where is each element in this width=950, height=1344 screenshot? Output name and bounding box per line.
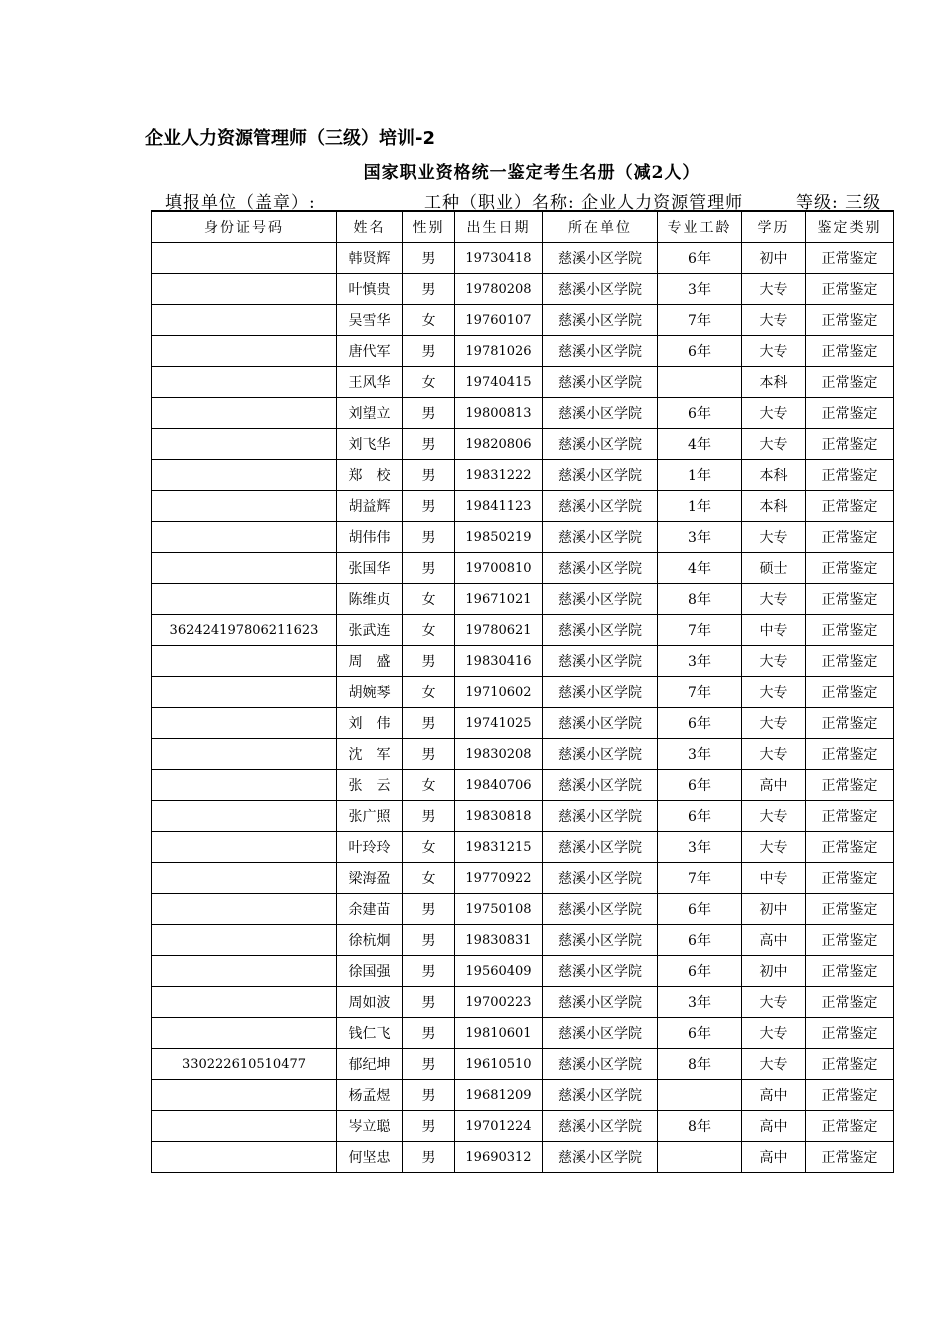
table-row	[152, 925, 894, 956]
appraisal-type-cell: 正常鉴定	[806, 708, 894, 739]
id-number-cell	[152, 894, 337, 925]
work-years-cell: 8年	[658, 1111, 742, 1142]
table-row	[152, 832, 894, 863]
table-row	[152, 460, 894, 491]
name-cell: 刘 伟	[337, 708, 403, 739]
birth-date-cell: 19820806	[455, 429, 543, 460]
unit-cell: 慈溪小区学院	[543, 894, 658, 925]
appraisal-type-cell: 正常鉴定	[806, 1080, 894, 1111]
education-cell: 本科	[742, 460, 806, 491]
name-cell: 叶慎贵	[337, 274, 403, 305]
table-row	[152, 243, 894, 274]
unit-cell: 慈溪小区学院	[543, 1018, 658, 1049]
name-cell: 徐国强	[337, 956, 403, 987]
id-number-cell	[152, 646, 337, 677]
id-number-cell	[152, 1080, 337, 1111]
gender-cell: 男	[403, 801, 455, 832]
work-years-cell: 3年	[658, 832, 742, 863]
gender-cell: 男	[403, 1049, 455, 1080]
birth-date-cell: 19760107	[455, 305, 543, 336]
document-title: 企业人力资源管理师（三级）培训-2	[145, 128, 435, 149]
birth-date-cell: 19710602	[455, 677, 543, 708]
level-label: 等级: 三级	[796, 193, 882, 213]
header-gender: 性别	[403, 211, 455, 243]
trade-label: 工种（职业）名称: 企业人力资源管理师	[424, 193, 744, 213]
gender-cell: 男	[403, 739, 455, 770]
birth-date-cell: 19700223	[455, 987, 543, 1018]
gender-cell: 女	[403, 832, 455, 863]
unit-cell: 慈溪小区学院	[543, 1111, 658, 1142]
gender-cell: 女	[403, 305, 455, 336]
table-row	[152, 894, 894, 925]
header-unit: 所在单位	[543, 211, 658, 243]
education-cell: 高中	[742, 925, 806, 956]
name-cell: 张国华	[337, 553, 403, 584]
education-cell: 大专	[742, 801, 806, 832]
table-row	[152, 336, 894, 367]
unit-cell: 慈溪小区学院	[543, 956, 658, 987]
name-cell: 叶玲玲	[337, 832, 403, 863]
education-cell: 高中	[742, 1080, 806, 1111]
unit-cell: 慈溪小区学院	[543, 367, 658, 398]
work-years-cell: 3年	[658, 274, 742, 305]
appraisal-type-cell: 正常鉴定	[806, 677, 894, 708]
unit-cell: 慈溪小区学院	[543, 553, 658, 584]
gender-cell: 男	[403, 1142, 455, 1173]
id-number-cell	[152, 832, 337, 863]
table-row	[152, 429, 894, 460]
unit-cell: 慈溪小区学院	[543, 863, 658, 894]
id-number-cell	[152, 708, 337, 739]
education-cell: 大专	[742, 305, 806, 336]
id-number-cell	[152, 553, 337, 584]
table-row	[152, 1142, 894, 1173]
id-number-cell	[152, 584, 337, 615]
education-cell: 大专	[742, 708, 806, 739]
unit-cell: 慈溪小区学院	[543, 708, 658, 739]
table-row	[152, 274, 894, 305]
work-years-cell: 6年	[658, 708, 742, 739]
education-cell: 大专	[742, 584, 806, 615]
work-years-cell: 6年	[658, 801, 742, 832]
education-cell: 初中	[742, 956, 806, 987]
gender-cell: 女	[403, 367, 455, 398]
appraisal-type-cell: 正常鉴定	[806, 1049, 894, 1080]
table-row	[152, 367, 894, 398]
work-years-cell: 3年	[658, 739, 742, 770]
name-cell: 刘飞华	[337, 429, 403, 460]
gender-cell: 男	[403, 491, 455, 522]
work-years-cell: 7年	[658, 305, 742, 336]
work-years-cell: 7年	[658, 615, 742, 646]
gender-cell: 男	[403, 708, 455, 739]
work-years-cell: 8年	[658, 1049, 742, 1080]
id-number-cell	[152, 274, 337, 305]
table-row	[152, 553, 894, 584]
table-body	[152, 243, 894, 1173]
gender-cell: 男	[403, 956, 455, 987]
gender-cell: 男	[403, 646, 455, 677]
work-years-cell	[658, 1142, 742, 1173]
name-cell: 郁纪坤	[337, 1049, 403, 1080]
education-cell: 大专	[742, 739, 806, 770]
table-row	[152, 677, 894, 708]
table-row	[152, 584, 894, 615]
work-years-cell: 3年	[658, 522, 742, 553]
birth-date-cell: 19671021	[455, 584, 543, 615]
gender-cell: 男	[403, 1080, 455, 1111]
education-cell: 高中	[742, 1142, 806, 1173]
birth-date-cell: 19701224	[455, 1111, 543, 1142]
table-row	[152, 522, 894, 553]
education-cell: 本科	[742, 491, 806, 522]
birth-date-cell: 19830831	[455, 925, 543, 956]
table-row	[152, 305, 894, 336]
work-years-cell: 6年	[658, 243, 742, 274]
name-cell: 周如波	[337, 987, 403, 1018]
table-header-row	[152, 211, 894, 243]
table-row	[152, 1080, 894, 1111]
name-cell: 吴雪华	[337, 305, 403, 336]
birth-date-cell: 19800813	[455, 398, 543, 429]
unit-cell: 慈溪小区学院	[543, 429, 658, 460]
id-number-cell	[152, 243, 337, 274]
unit-cell: 慈溪小区学院	[543, 274, 658, 305]
birth-date-cell: 19560409	[455, 956, 543, 987]
id-number-cell	[152, 491, 337, 522]
work-years-cell: 6年	[658, 956, 742, 987]
appraisal-type-cell: 正常鉴定	[806, 894, 894, 925]
table-row	[152, 863, 894, 894]
education-cell: 高中	[742, 770, 806, 801]
education-cell: 大专	[742, 1018, 806, 1049]
work-years-cell: 8年	[658, 584, 742, 615]
education-cell: 大专	[742, 522, 806, 553]
gender-cell: 男	[403, 336, 455, 367]
work-years-cell: 6年	[658, 1018, 742, 1049]
table-row	[152, 770, 894, 801]
gender-cell: 女	[403, 615, 455, 646]
education-cell: 大专	[742, 274, 806, 305]
id-number-cell	[152, 987, 337, 1018]
education-cell: 初中	[742, 243, 806, 274]
education-cell: 大专	[742, 646, 806, 677]
birth-date-cell: 19700810	[455, 553, 543, 584]
name-cell: 杨孟煜	[337, 1080, 403, 1111]
table-row	[152, 739, 894, 770]
birth-date-cell: 19740415	[455, 367, 543, 398]
work-years-cell: 4年	[658, 429, 742, 460]
gender-cell: 女	[403, 863, 455, 894]
birth-date-cell: 19690312	[455, 1142, 543, 1173]
birth-date-cell: 19741025	[455, 708, 543, 739]
work-years-cell	[658, 367, 742, 398]
id-number-cell: 362424197806211623	[152, 615, 337, 646]
birth-date-cell: 19781026	[455, 336, 543, 367]
id-number-cell	[152, 522, 337, 553]
table-row	[152, 708, 894, 739]
id-number-cell: 330222610510477	[152, 1049, 337, 1080]
name-cell: 张广照	[337, 801, 403, 832]
work-years-cell: 6年	[658, 398, 742, 429]
table-row	[152, 615, 894, 646]
appraisal-type-cell: 正常鉴定	[806, 615, 894, 646]
table-row	[152, 646, 894, 677]
gender-cell: 男	[403, 1111, 455, 1142]
gender-cell: 男	[403, 398, 455, 429]
appraisal-type-cell: 正常鉴定	[806, 429, 894, 460]
appraisal-type-cell: 正常鉴定	[806, 925, 894, 956]
gender-cell: 男	[403, 274, 455, 305]
work-years-cell	[658, 1080, 742, 1111]
id-number-cell	[152, 739, 337, 770]
gender-cell: 女	[403, 770, 455, 801]
birth-date-cell: 19750108	[455, 894, 543, 925]
appraisal-type-cell: 正常鉴定	[806, 336, 894, 367]
name-cell: 钱仁飞	[337, 1018, 403, 1049]
appraisal-type-cell: 正常鉴定	[806, 367, 894, 398]
appraisal-type-cell: 正常鉴定	[806, 646, 894, 677]
id-number-cell	[152, 677, 337, 708]
id-number-cell	[152, 429, 337, 460]
education-cell: 大专	[742, 429, 806, 460]
appraisal-type-cell: 正常鉴定	[806, 305, 894, 336]
header-name: 姓名	[337, 211, 403, 243]
work-years-cell: 6年	[658, 770, 742, 801]
appraisal-type-cell: 正常鉴定	[806, 1142, 894, 1173]
id-number-cell	[152, 801, 337, 832]
work-years-cell: 4年	[658, 553, 742, 584]
gender-cell: 男	[403, 243, 455, 274]
birth-date-cell: 19831215	[455, 832, 543, 863]
id-number-cell	[152, 398, 337, 429]
name-cell: 徐杭炯	[337, 925, 403, 956]
unit-cell: 慈溪小区学院	[543, 398, 658, 429]
birth-date-cell: 19770922	[455, 863, 543, 894]
education-cell: 大专	[742, 832, 806, 863]
birth-date-cell: 19810601	[455, 1018, 543, 1049]
appraisal-type-cell: 正常鉴定	[806, 987, 894, 1018]
birth-date-cell: 19780208	[455, 274, 543, 305]
birth-date-cell: 19610510	[455, 1049, 543, 1080]
table-row	[152, 398, 894, 429]
id-number-cell	[152, 863, 337, 894]
gender-cell: 男	[403, 553, 455, 584]
appraisal-type-cell: 正常鉴定	[806, 863, 894, 894]
appraisal-type-cell: 正常鉴定	[806, 770, 894, 801]
appraisal-type-cell: 正常鉴定	[806, 398, 894, 429]
appraisal-type-cell: 正常鉴定	[806, 739, 894, 770]
name-cell: 胡伟伟	[337, 522, 403, 553]
id-number-cell	[152, 367, 337, 398]
appraisal-type-cell: 正常鉴定	[806, 491, 894, 522]
education-cell: 大专	[742, 677, 806, 708]
work-years-cell: 6年	[658, 336, 742, 367]
unit-cell: 慈溪小区学院	[543, 832, 658, 863]
appraisal-type-cell: 正常鉴定	[806, 553, 894, 584]
unit-cell: 慈溪小区学院	[543, 243, 658, 274]
work-years-cell: 7年	[658, 863, 742, 894]
appraisal-type-cell: 正常鉴定	[806, 460, 894, 491]
gender-cell: 男	[403, 987, 455, 1018]
unit-cell: 慈溪小区学院	[543, 491, 658, 522]
unit-cell: 慈溪小区学院	[543, 460, 658, 491]
unit-cell: 慈溪小区学院	[543, 801, 658, 832]
education-cell: 硕士	[742, 553, 806, 584]
unit-cell: 慈溪小区学院	[543, 615, 658, 646]
work-years-cell: 1年	[658, 460, 742, 491]
appraisal-type-cell: 正常鉴定	[806, 956, 894, 987]
education-cell: 大专	[742, 1049, 806, 1080]
name-cell: 陈维贞	[337, 584, 403, 615]
table-row	[152, 1018, 894, 1049]
name-cell: 沈 军	[337, 739, 403, 770]
id-number-cell	[152, 956, 337, 987]
appraisal-type-cell: 正常鉴定	[806, 1018, 894, 1049]
education-cell: 大专	[742, 336, 806, 367]
appraisal-type-cell: 正常鉴定	[806, 584, 894, 615]
unit-cell: 慈溪小区学院	[543, 1049, 658, 1080]
appraisal-type-cell: 正常鉴定	[806, 832, 894, 863]
unit-cell: 慈溪小区学院	[543, 987, 658, 1018]
table-row	[152, 1111, 894, 1142]
gender-cell: 男	[403, 1018, 455, 1049]
name-cell: 岑立聪	[337, 1111, 403, 1142]
table-row	[152, 987, 894, 1018]
name-cell: 余建苗	[337, 894, 403, 925]
id-number-cell	[152, 1142, 337, 1173]
birth-date-cell: 19681209	[455, 1080, 543, 1111]
name-cell: 王风华	[337, 367, 403, 398]
name-cell: 韩贤辉	[337, 243, 403, 274]
name-cell: 张 云	[337, 770, 403, 801]
id-number-cell	[152, 1018, 337, 1049]
work-years-cell: 1年	[658, 491, 742, 522]
name-cell: 胡益辉	[337, 491, 403, 522]
appraisal-type-cell: 正常鉴定	[806, 522, 894, 553]
education-cell: 本科	[742, 367, 806, 398]
header-birth-date: 出生日期	[455, 211, 543, 243]
gender-cell: 男	[403, 925, 455, 956]
education-cell: 中专	[742, 863, 806, 894]
unit-cell: 慈溪小区学院	[543, 925, 658, 956]
header-appraisal-type: 鉴定类别	[806, 211, 894, 243]
gender-cell: 男	[403, 522, 455, 553]
table-row	[152, 801, 894, 832]
unit-cell: 慈溪小区学院	[543, 305, 658, 336]
name-cell: 唐代军	[337, 336, 403, 367]
unit-cell: 慈溪小区学院	[543, 646, 658, 677]
education-cell: 大专	[742, 987, 806, 1018]
unit-cell: 慈溪小区学院	[543, 584, 658, 615]
education-cell: 初中	[742, 894, 806, 925]
gender-cell: 男	[403, 429, 455, 460]
unit-cell: 慈溪小区学院	[543, 1142, 658, 1173]
gender-cell: 女	[403, 677, 455, 708]
education-cell: 中专	[742, 615, 806, 646]
fill-unit-label: 填报单位（盖章）:	[165, 193, 316, 213]
work-years-cell: 7年	[658, 677, 742, 708]
name-cell: 周 盛	[337, 646, 403, 677]
work-years-cell: 6年	[658, 894, 742, 925]
header-id-number: 身份证号码	[152, 211, 337, 243]
id-number-cell	[152, 460, 337, 491]
gender-cell: 女	[403, 584, 455, 615]
birth-date-cell: 19730418	[455, 243, 543, 274]
work-years-cell: 6年	[658, 925, 742, 956]
birth-date-cell: 19831222	[455, 460, 543, 491]
name-cell: 何坚忠	[337, 1142, 403, 1173]
name-cell: 胡婉琴	[337, 677, 403, 708]
birth-date-cell: 19840706	[455, 770, 543, 801]
work-years-cell: 3年	[658, 646, 742, 677]
unit-cell: 慈溪小区学院	[543, 770, 658, 801]
name-cell: 张武连	[337, 615, 403, 646]
unit-cell: 慈溪小区学院	[543, 336, 658, 367]
gender-cell: 男	[403, 460, 455, 491]
birth-date-cell: 19780621	[455, 615, 543, 646]
header-work-years: 专业工龄	[658, 211, 742, 243]
education-cell: 大专	[742, 398, 806, 429]
header-education: 学历	[742, 211, 806, 243]
table-row	[152, 1049, 894, 1080]
name-cell: 郑 校	[337, 460, 403, 491]
id-number-cell	[152, 305, 337, 336]
unit-cell: 慈溪小区学院	[543, 677, 658, 708]
unit-cell: 慈溪小区学院	[543, 1080, 658, 1111]
id-number-cell	[152, 770, 337, 801]
birth-date-cell: 19850219	[455, 522, 543, 553]
id-number-cell	[152, 925, 337, 956]
examinee-roster-table	[151, 210, 894, 1173]
birth-date-cell: 19830416	[455, 646, 543, 677]
appraisal-type-cell: 正常鉴定	[806, 801, 894, 832]
appraisal-type-cell: 正常鉴定	[806, 1111, 894, 1142]
name-cell: 梁海盈	[337, 863, 403, 894]
unit-cell: 慈溪小区学院	[543, 522, 658, 553]
table-row	[152, 491, 894, 522]
birth-date-cell: 19841123	[455, 491, 543, 522]
id-number-cell	[152, 336, 337, 367]
unit-cell: 慈溪小区学院	[543, 739, 658, 770]
birth-date-cell: 19830208	[455, 739, 543, 770]
appraisal-type-cell: 正常鉴定	[806, 274, 894, 305]
gender-cell: 男	[403, 894, 455, 925]
id-number-cell	[152, 1111, 337, 1142]
education-cell: 高中	[742, 1111, 806, 1142]
appraisal-type-cell: 正常鉴定	[806, 243, 894, 274]
work-years-cell: 3年	[658, 987, 742, 1018]
birth-date-cell: 19830818	[455, 801, 543, 832]
name-cell: 刘望立	[337, 398, 403, 429]
table-row	[152, 956, 894, 987]
roster-subtitle: 国家职业资格统一鉴定考生名册（减2人）	[363, 163, 701, 183]
